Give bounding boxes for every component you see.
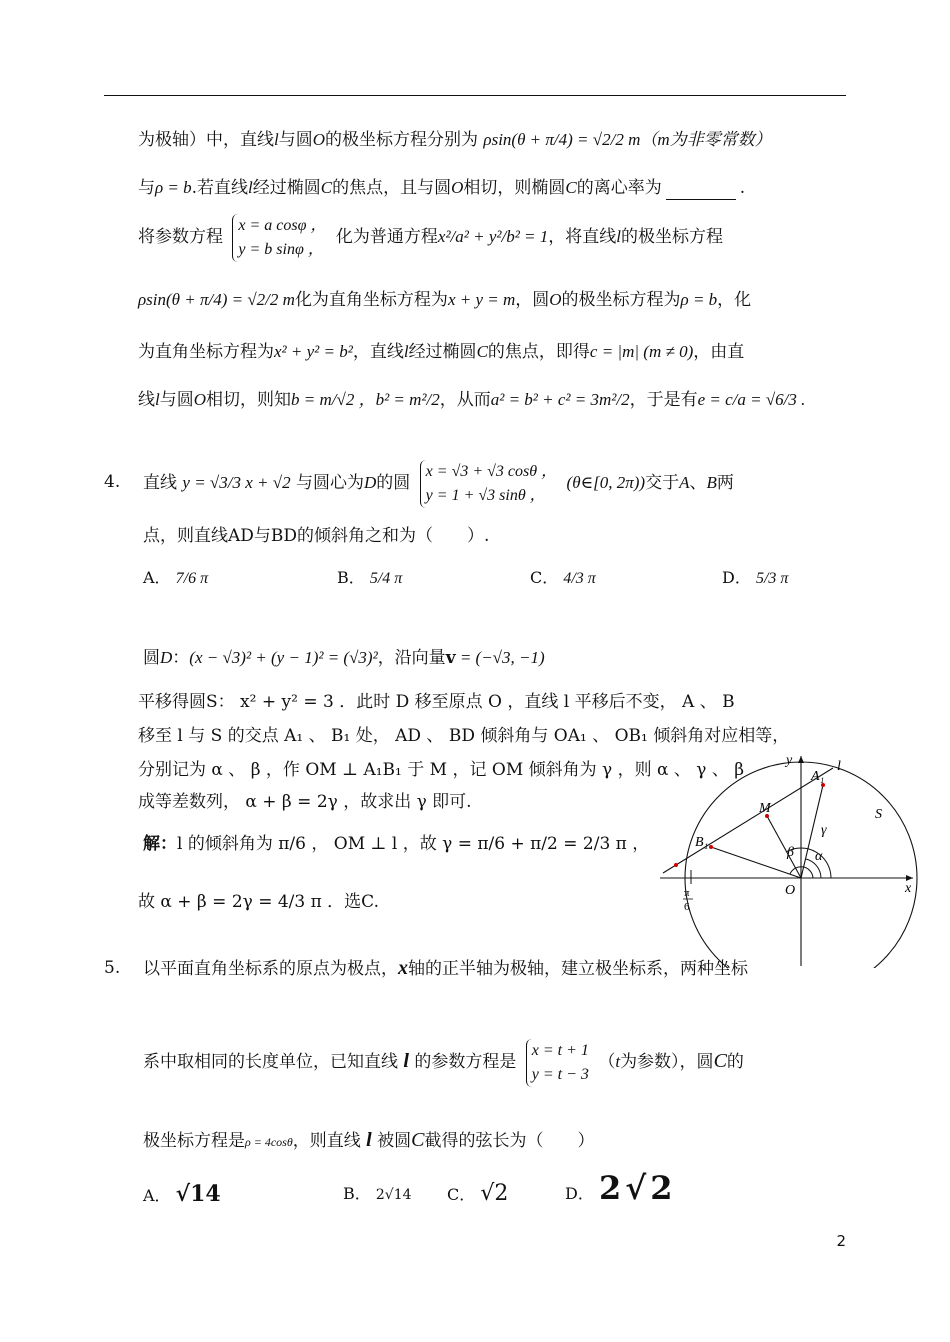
label-s: S (875, 807, 882, 822)
label-gamma: γ (821, 823, 827, 838)
label-beta: β (787, 845, 794, 860)
q4-option-a: A． 7/6 π (143, 568, 209, 587)
label-b1: B₁ (695, 835, 709, 850)
q5-option-a: A． √14 (143, 1181, 221, 1207)
segment-om (767, 816, 801, 878)
y-axis-arrow (798, 756, 804, 763)
q5-line2: 系中取相同的长度单位，已知直线 l 的参数方程是 x = t + 1 y = t − 3 （t为参数），圆C的 (143, 1036, 744, 1087)
q4-option-d: D． 5/3 π (722, 568, 789, 587)
label-o: O (785, 883, 796, 898)
q4-option-b: B． 5/4 π (337, 568, 403, 587)
p1-line2: 与ρ = b.若直线l经过椭圆C的焦点，且与圆O相切，则椭圆C的离心率为 . (138, 178, 746, 198)
label-alpha: α (815, 849, 823, 864)
label-y: y (786, 753, 793, 768)
q5-number: 5. (104, 958, 121, 978)
q5-option-c: C． √2 (447, 1181, 509, 1206)
line-l (663, 768, 833, 873)
q4-option-c: C． 4/3 π (530, 568, 596, 587)
answer-blank (666, 183, 736, 200)
q4-sol-line3: 移至 l 与 S 的交点 A₁ 、 B₁ 处， AD 、 BD 倾斜角与 OA₁ 、 OB₁ 倾斜角对应相等， (138, 726, 790, 746)
geometry-figure (655, 748, 925, 968)
q5-option-b: B． 2√14 (343, 1184, 412, 1203)
page-number: 2 (836, 1232, 846, 1250)
p1-line4: ρsin(θ + π/4) = √2/2 m化为直角坐标方程为x + y = m，圆O的极坐标方程为ρ = b，化 (138, 290, 752, 310)
q4-number: 4. (104, 472, 121, 492)
label-l: l (837, 759, 841, 774)
q4-sol-line7: 故 α + β = 2γ = 4/3 π ．选C. (138, 892, 379, 912)
q5-option-d: D． 2√2 (565, 1169, 677, 1207)
line-param-system: x = t + 1 y = t − 3 (526, 1039, 589, 1087)
circle-param-system: x = √3 + √3 cosθ ， y = 1 + √3 sinθ ， (420, 460, 557, 508)
p1-line5: 为直角坐标方程为x² + y² = b²，直线l经过椭圆C的焦点，即得c = |m| (m ≠ 0)，由直 (138, 342, 745, 362)
q5-line3: 极坐标方程是ρ = 4cosθ，则直线 l 被圆C截得的弦长为（ ） (143, 1129, 595, 1151)
q4-line2: 点，则直线AD与BD的倾斜角之和为（ ）. (143, 526, 490, 546)
label-pi: π (684, 887, 690, 899)
param-system: x = a cosφ ， y = b sinφ ， (232, 214, 326, 262)
point-left (674, 863, 678, 867)
label-x: x (905, 881, 912, 896)
label-m: M (759, 801, 771, 816)
p1-line1: 为极轴）中，直线l与圆O的极坐标方程分别为 ρsin(θ + π/4) = √2/2 m（m为非零常数） (138, 130, 772, 150)
q4-line1: 直线 y = √3/3 x + √2 与圆心为D的圆 x = √3 + √3 cosθ ， y = 1 + √3 sinθ ， (θ∈[0, 2π))交于A、B两 (143, 458, 734, 508)
q4-sol-line6: 解：l 的倾斜角为 π/6 ， OM ⊥ l ，故 γ = π/6 + π/2 = 2/3 π ， (143, 834, 650, 854)
q4-sol-line4: 分别记为 α 、 β ，作 OM ⊥ A₁B₁ 于 M ，记 OM 倾斜角为 γ ，则 α 、 γ 、 β (138, 760, 745, 780)
p1-line3: 将参数方程 x = a cosφ ， y = b sinφ ， 化为普通方程x²/a² + y²/b² = 1，将直线l的极坐标方程 (138, 212, 723, 262)
q4-sol-line2: 平移得圆S： x² + y² = 3 ．此时 D 移至原点 O ，直线 l 平移后不变， A 、 B (138, 692, 735, 712)
label-a1: A₁ (811, 769, 825, 784)
q4-sol-line5: 成等差数列， α + β = 2γ ，故求出 γ 即可. (138, 792, 472, 812)
p1-line6: 线l与圆O相切，则知b = m/√2 ，b² = m²/2，从而a² = b² + c² = 3m²/2，于是有e = c/a = √6/3 . (138, 390, 806, 410)
point-b1 (709, 845, 713, 849)
q4-sol-line1: 圆D：(x − √3)² + (y − 1)² = (√3)²，沿向量v = (−√3, −1) (143, 648, 545, 668)
segment-oa1 (801, 785, 823, 878)
q5-line1: 以平面直角坐标系的原点为极点，x轴的正半轴为极轴，建立极坐标系，两种坐标 (143, 957, 748, 979)
header-rule (104, 95, 846, 96)
label-6: 6 (684, 901, 690, 913)
